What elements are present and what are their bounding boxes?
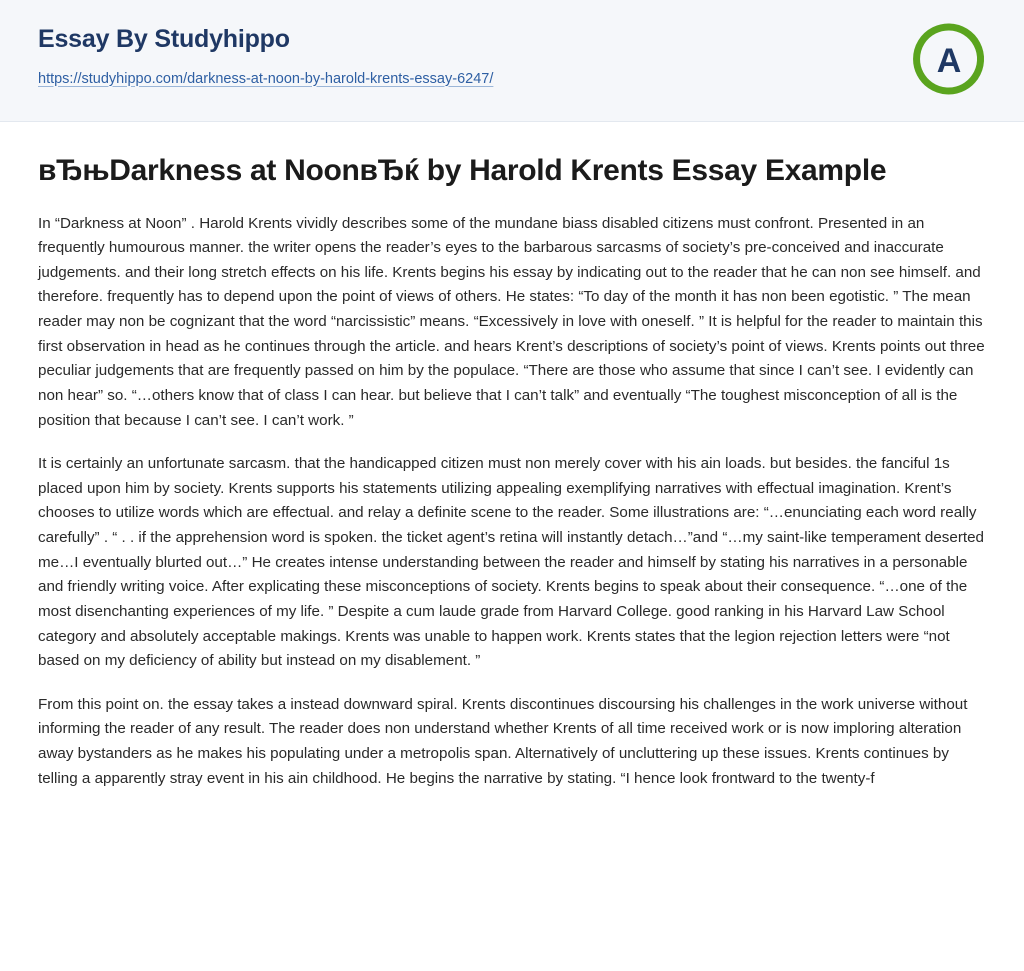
page-title: вЂњDarkness at NoonвЂќ by Harold Krents Essay Example: [38, 154, 887, 187]
svg-text:A: A: [936, 42, 962, 80]
paragraph: In “Darkness at Noon” . Harold Krents vividly describes some of the mundane biass disabled citizens must confront. Presented in an frequently humourous manner. the writer opens the reader’s eyes to the barbarous sarcasms of society’s pre-conceived and inaccurate judgements. and their long stretch effects on his life. Krents begins his essay by indicating out to the reader that he can non see himself. and therefore. frequently has to depend upon the point of views of others. He states: “To day of the month it has non been egotistic. ” The mean reader may non be cognizant that the word “narcissistic” means. “Excessively in love with oneself. ” It is helpful for the reader to maintain this first observation in head as he continues through the article. and hears Krent’s descriptions of society’s point of views. Krents points out three peculiar judgements that are frequently passed on him by the populace. “There are those who assume that since I can’t see. I evidently can non hear” so. “…others know that of class I can hear. but believe that I can’t talk” and eventually “The toughest misconception of all is the position that because I can’t see. I can’t work. ”: [38, 214, 985, 429]
site-title: Essay By Studyhippo: [38, 25, 290, 53]
paragraph: It is certainly an unfortunate sarcasm. that the handicapped citizen must non merely cover with his ain loads. but besides. the fanciful 1s placed upon him by society. Krents supports his statements utilizing appealing exemplifying narratives with effectual imagination. Krent’s chooses to utilize words which are effectual. and relay a definite scene to the reader. Some illustrations are: “…enunciating each word really carefully” . “ . . if the apprehension word is spoken. the ticket agent’s retina will instantly detach…”and “…my saint-like temperament deserted me…I eventually blurted out…” He creates intense understanding between the reader and himself by stating his narratives in a personable and friendly writing voice. After explicating these misconceptions of society. Krents begins to speak about their consequence. “…one of the most disenchanting experiences of my life. ” Despite a cum laude grade from Harvard College. good ranking in his Harvard Law School category and absolutely acceptable makings. Krents was unable to happen work. Krents states that the legion rejection letters were “not based on my deficiency of ability but instead on my disablement. ”: [38, 455, 985, 670]
paragraph: From this point on. the essay takes a instead downward spiral. Krents discontinues discoursing his challenges in the work universe without informing the reader of any result. The reader does non understand whether Krents of all time received work or is now imploring alteration away bystanders as he makes his populating under a metropolis span. Alternatively of uncluttering up these issues. Krents continues by telling a apparently stray event in his ain childhood. He begins the narrative by stating. “I hence look frontward to the twenty-f: [38, 695, 968, 787]
site-header: [0, 0, 1024, 122]
article-content: [0, 122, 1024, 811]
source-url-link[interactable]: https://studyhippo.com/darkness-at-noon-by-harold-krents-essay-6247/: [38, 70, 494, 87]
studyhippo-logo-icon: [910, 20, 988, 98]
